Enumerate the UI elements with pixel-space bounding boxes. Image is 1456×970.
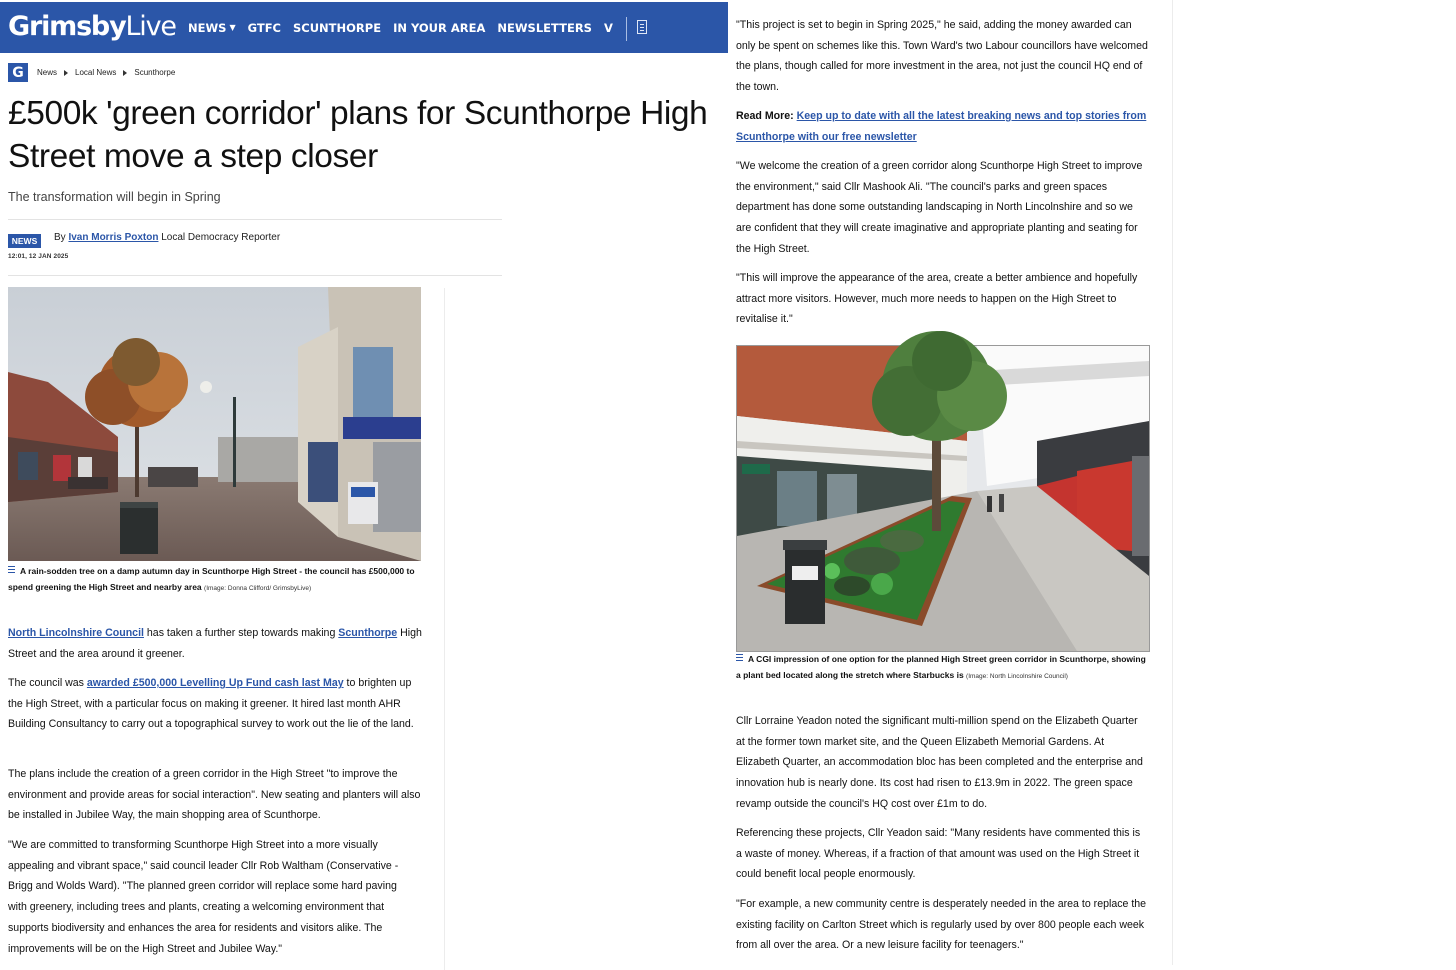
breadcrumb — [8, 63, 175, 82]
breadcrumb-arrow-icon — [123, 70, 127, 76]
article-paragraph: "This will improve the appearance of the area, create a better ambience and hopefully attract more visitors. However, much more needs to happen on the High Street to revitalise it." — [736, 272, 1138, 326]
category-badge[interactable]: NEWS — [8, 234, 41, 248]
site-logo[interactable]: GrimsbyLive — [8, 11, 176, 42]
site-g-logo-icon[interactable]: G — [8, 63, 28, 82]
photo-caption: A CGI impression of one option for the planned High Street green corridor in Scunthorpe, showing a plant bed located along the stretch where Starbucks is (Image: North Lincolnshire Council) — [736, 654, 1146, 680]
article-photo-high-street[interactable] — [8, 287, 421, 561]
breadcrumb-news[interactable]: News — [37, 68, 58, 77]
breadcrumb-local-news[interactable]: Local News — [75, 68, 117, 77]
image-credit-icon — [736, 654, 743, 663]
article-paragraph: "We welcome the creation of a green corridor along Scunthorpe High Street to improve the environment," said Cllr Mashook Ali. "The council's parks and green spaces department has done some outstanding landscaping in North Lincolnshire and so we are confident that they will create imaginative and appropriate planting and seating for the High Street. — [736, 160, 1143, 255]
nav-item-scunthorpe[interactable]: SCUNTHORPE — [293, 20, 382, 35]
column-divider — [1172, 0, 1173, 965]
nav-item-in-your-area[interactable]: IN YOUR AREA — [393, 20, 486, 35]
nav-item-gtfc[interactable]: GTFC — [247, 20, 281, 35]
article-paragraph: "We are committed to transforming Scunthorpe High Street into a more visually appealing and vibrant space," said council leader Cllr Rob Waltham (Conservative - Brigg and Wolds Ward). "The planned green corridor will replace some hard paving with greenery, including trees and plants, creating a welcoming environment that supports biodiversity and enhances the area for residents and visitors alike. The improvements will be on the High Street and Jubilee Way." — [8, 839, 399, 955]
article-standfirst: The transformation will begin in Spring — [8, 190, 221, 204]
article-paragraph: "For example, a new community centre is desperately needed in the area to replace the existing facility on Carlton Street which is regularly used by over 800 people each week from all over the area. Or a new leisure facility for teenagers." — [736, 898, 1147, 952]
nav-item-news[interactable]: NEWS ▼ — [188, 20, 236, 35]
divider — [8, 275, 502, 276]
site-header — [0, 2, 728, 53]
photo-caption: A rain-sodden tree on a damp autumn day in Scunthorpe High Street - the council has £500,000 to spend greening the High Street and nearby area (Image: Donna Clifford/ GrimsbyLive) — [8, 566, 415, 592]
article-paragraph: North Lincolnshire Council has taken a further step towards making Scunthorpe High Street and the area around it greener. — [8, 627, 422, 660]
caret-down-icon: ▼ — [229, 23, 236, 32]
article-paragraph: "This project is set to begin in Spring 2025," he said, adding the money awarded can only be spent on schemes like this. Town Ward's two Labour councillors have welcomed the plans, though called for more investment in the area, not just the council HQ end of the town. — [736, 19, 1148, 94]
nav-divider — [626, 17, 627, 41]
article-paragraph: Cllr Lorraine Yeadon noted the significant multi-million spend on the Elizabeth Quarter at the former town market site, and the Queen Elizabeth Memorial Gardens. At Elizabeth Quarter, an accommodation bloc has been completed and the enterprise and innovation hub is nearly done. Its cost had risen to £13.9m in 2022. The green space revamp outside the council's HQ cost over £1m to do. — [736, 715, 1143, 810]
divider — [8, 219, 502, 220]
nav-item-more[interactable]: V — [603, 20, 613, 35]
newsletter-link[interactable]: Keep up to date with all the latest breaking news and top stories from Scunthorpe with our free newsletter — [736, 110, 1147, 143]
link-levelling-up-fund[interactable]: awarded £500,000 Levelling Up Fund cash last May — [86, 677, 344, 689]
link-north-lincolnshire-council[interactable]: North Lincolnshire Council — [8, 627, 144, 639]
breadcrumb-arrow-icon — [64, 70, 68, 76]
article-paragraph: Referencing these projects, Cllr Yeadon said: "Many residents have commented this is a waste of money. Whereas, if a fraction of that amount was used on the High Street it could benefit local people enormously. — [736, 827, 1141, 881]
breadcrumb-scunthorpe[interactable]: Scunthorpe — [134, 68, 176, 77]
byline: By Ivan Morris Poxton Local Democracy Reporter — [54, 232, 281, 243]
image-credit-icon — [8, 566, 15, 575]
menu-icon[interactable] — [637, 20, 647, 34]
nav-item-newsletters[interactable]: NEWSLETTERS — [497, 20, 592, 35]
column-divider — [444, 288, 445, 970]
link-scunthorpe[interactable]: Scunthorpe — [338, 627, 398, 639]
read-more: Read More: Keep up to date with all the latest breaking news and top stories from Scunthorpe with our free newsletter — [736, 110, 1147, 143]
article-headline: £500k 'green corridor' plans for Scunthorpe High Street move a step closer — [8, 95, 708, 175]
publish-timestamp: 12:01, 12 JAN 2025 — [8, 253, 69, 260]
article-photo-cgi-green-corridor[interactable] — [736, 345, 1150, 652]
author-link[interactable]: Ivan Morris Poxton — [68, 232, 159, 243]
article-paragraph: The council was awarded £500,000 Levelling Up Fund cash last May to brighten up the High Street, with a particular focus on making it greener. It hired last month AHR Building Consultancy to carry out a topographical survey to work out the lie of the land. — [8, 677, 414, 731]
article-paragraph: The plans include the creation of a green corridor in the High Street "to improve the environment and provide areas for social interaction". New seating and planters will also be installed in Jubilee Way, the main shopping area of Scunthorpe. — [8, 768, 421, 822]
main-nav — [188, 2, 613, 53]
